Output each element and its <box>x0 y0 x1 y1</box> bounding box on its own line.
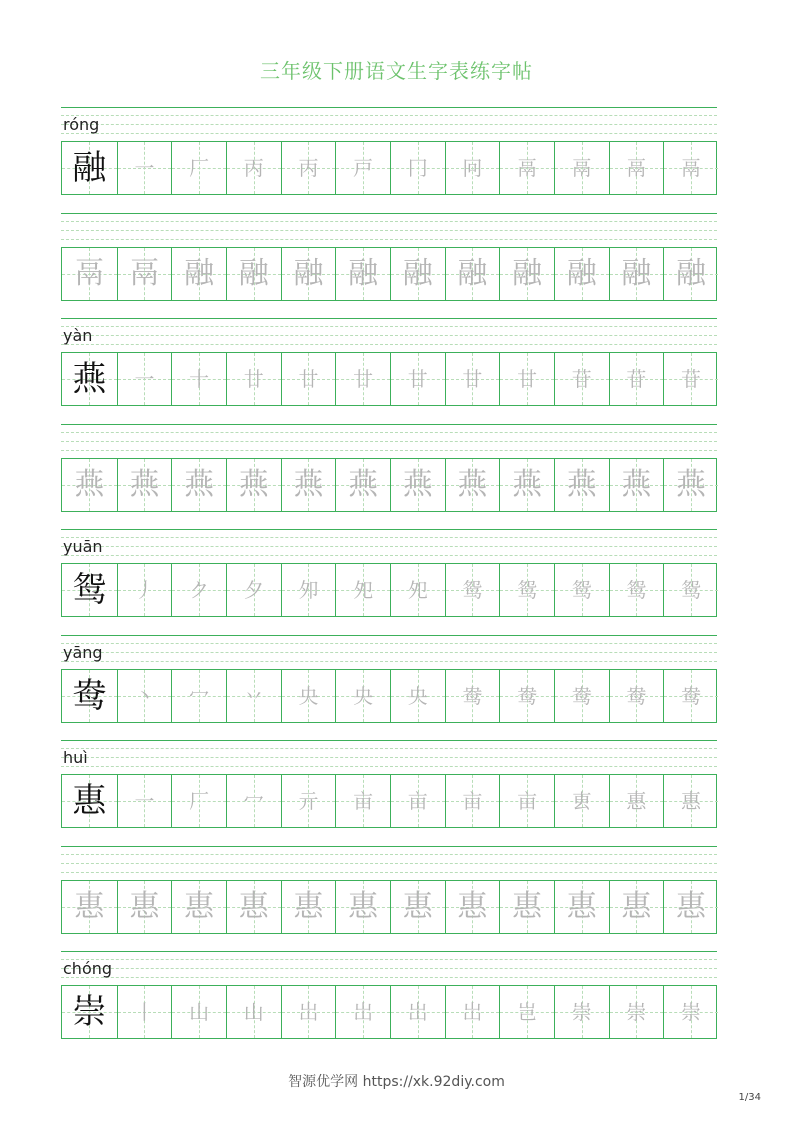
tracing-cell <box>499 986 554 1038</box>
page-number: 1/34 <box>738 1092 761 1103</box>
pinyin-guide-line <box>61 959 717 960</box>
pinyin-guide-line <box>61 432 717 433</box>
trace-character: 鸯 <box>517 683 538 708</box>
trace-character: 亩 <box>353 789 374 813</box>
tracing-cell <box>171 459 226 511</box>
pinyin-guide-line <box>61 740 717 741</box>
trace-character: 冖 <box>243 789 264 813</box>
tracing-cell <box>171 986 226 1038</box>
tracing-cell <box>445 881 500 933</box>
model-character-cell <box>62 353 117 405</box>
pinyin-guide-line <box>61 213 717 214</box>
trace-character: 融 <box>676 255 707 291</box>
pinyin-label: yuān <box>63 537 103 556</box>
tracing-cell <box>335 775 390 827</box>
pinyin-guide-line <box>61 318 717 319</box>
tracing-cell <box>335 142 390 194</box>
trace-character: 鸳 <box>517 578 538 602</box>
tracing-cell <box>171 353 226 405</box>
trace-character: 冂 <box>407 156 428 180</box>
trace-character: 鬲 <box>517 156 538 180</box>
tracing-cell <box>499 248 554 300</box>
pinyin-guide-line <box>61 555 717 556</box>
trace-character: 亓 <box>298 789 319 813</box>
tracing-cell <box>117 142 172 194</box>
trace-character: 夗 <box>353 578 374 602</box>
tracing-cell <box>663 142 718 194</box>
trace-character: 崇 <box>681 1000 702 1024</box>
pinyin-guide-line <box>61 326 717 327</box>
trace-character: 央 <box>407 683 428 708</box>
pinyin-guide-line <box>61 661 717 662</box>
tracing-cell <box>335 881 390 933</box>
trace-character: 燕 <box>184 466 215 502</box>
trace-character: 燕 <box>129 466 160 502</box>
tracing-cell <box>117 881 172 933</box>
pinyin-guide-line <box>61 872 717 873</box>
tracing-cell <box>226 248 281 300</box>
pinyin-guide-line <box>61 643 717 644</box>
model-character: 燕 <box>72 359 107 399</box>
trace-character: 燕 <box>348 466 379 502</box>
tracing-cell <box>499 142 554 194</box>
tracing-cell <box>117 670 172 722</box>
trace-character: 央 <box>353 683 374 708</box>
tracing-cell <box>226 353 281 405</box>
pinyin-label: yāng <box>63 642 103 662</box>
trace-character: 亩 <box>462 789 483 813</box>
tracing-cell <box>445 986 500 1038</box>
pinyin-guide-line <box>61 951 717 952</box>
tracing-cell <box>663 353 718 405</box>
trace-character: 夕 <box>243 578 264 602</box>
pinyin-band <box>61 951 717 985</box>
pinyin-guide-line <box>61 115 717 116</box>
pinyin-band <box>61 846 717 880</box>
pinyin-guide-line <box>61 441 717 442</box>
model-character: 惠 <box>72 781 107 821</box>
tracing-cell <box>62 881 117 933</box>
tracing-cell <box>663 881 718 933</box>
trace-character: 燕 <box>74 466 105 502</box>
pinyin-guide-line <box>61 424 717 425</box>
trace-character: 山 <box>243 1000 264 1024</box>
trace-character: 融 <box>348 255 379 291</box>
trace-character: 十 <box>189 367 210 391</box>
tracing-cell <box>335 564 390 616</box>
tracing-cell <box>226 670 281 722</box>
trace-character: 廿 <box>243 367 264 391</box>
pinyin-band <box>61 424 717 458</box>
trace-character: 惠 <box>402 888 433 924</box>
pinyin-guide-line <box>61 757 717 758</box>
trace-character: 鬲 <box>74 255 105 291</box>
trace-character: 岂 <box>517 1000 538 1024</box>
trace-character: 鸳 <box>462 578 483 602</box>
pinyin-guide-line <box>61 968 717 969</box>
pinyin-label: róng <box>63 115 100 134</box>
trace-character: 融 <box>566 255 597 291</box>
pinyin-guide-line <box>61 846 717 847</box>
trace-character: 一 <box>134 367 155 391</box>
pinyin-guide-line <box>61 635 717 636</box>
trace-character: 一 <box>134 789 155 813</box>
character-grid-row <box>61 880 717 934</box>
tracing-cell <box>281 248 336 300</box>
pinyin-guide-line <box>61 854 717 855</box>
trace-character: 鬲 <box>129 255 160 291</box>
trace-character: 融 <box>512 255 543 291</box>
tracing-cell <box>390 142 445 194</box>
tracing-cell <box>281 775 336 827</box>
trace-character: 丿 <box>134 578 155 602</box>
trace-character: 丨 <box>134 1000 155 1024</box>
trace-character: 惠 <box>621 888 652 924</box>
tracing-cell <box>445 459 500 511</box>
pinyin-guide-line <box>61 748 717 749</box>
character-grid-row <box>61 458 717 512</box>
tracing-cell <box>663 459 718 511</box>
tracing-cell <box>554 986 609 1038</box>
tracing-cell <box>445 142 500 194</box>
tracing-cell <box>445 353 500 405</box>
model-character: 鸳 <box>72 570 107 610</box>
model-character-cell <box>62 670 117 722</box>
character-grid-row <box>61 352 717 406</box>
pinyin-guide-line <box>61 529 717 530</box>
trace-character: 厂 <box>189 789 210 813</box>
pinyin-band <box>61 213 717 247</box>
character-grid-row <box>61 774 717 828</box>
tracing-cell <box>554 142 609 194</box>
trace-character: 鬲 <box>681 156 702 180</box>
tracing-cell <box>390 986 445 1038</box>
model-character-cell <box>62 775 117 827</box>
model-character-cell <box>62 986 117 1038</box>
tracing-cell <box>554 353 609 405</box>
tracing-cell <box>281 670 336 722</box>
tracing-cell <box>335 670 390 722</box>
tracing-cell <box>445 775 500 827</box>
trace-character: 惠 <box>512 888 543 924</box>
tracing-cell <box>390 459 445 511</box>
tracing-cell <box>499 670 554 722</box>
trace-character: 岀 <box>298 1000 319 1024</box>
tracing-cell <box>663 248 718 300</box>
tracing-cell <box>171 248 226 300</box>
trace-character: 山 <box>189 1000 210 1024</box>
trace-character: 厂 <box>189 156 210 180</box>
tracing-cell <box>117 564 172 616</box>
model-character-cell <box>62 564 117 616</box>
model-character: 鸯 <box>72 675 107 716</box>
trace-character: 惠 <box>293 888 324 924</box>
tracing-cell <box>609 353 664 405</box>
trace-character: 惠 <box>566 888 597 924</box>
tracing-cell <box>445 564 500 616</box>
tracing-cell <box>281 459 336 511</box>
tracing-cell <box>663 670 718 722</box>
trace-character: 鸯 <box>626 683 647 708</box>
trace-character: 燕 <box>566 466 597 502</box>
trace-character: 苷 <box>626 367 647 391</box>
trace-character: 崇 <box>626 1000 647 1024</box>
model-character: 崇 <box>72 992 107 1032</box>
tracing-cell <box>499 459 554 511</box>
page-title: 三年级下册语文生字表练字帖 <box>260 59 533 83</box>
character-grid-row <box>61 141 717 195</box>
trace-character: 惠 <box>129 888 160 924</box>
trace-character: 鸯 <box>462 683 483 708</box>
trace-character: 鸳 <box>626 578 647 602</box>
pinyin-guide-line <box>61 766 717 767</box>
tracing-cell <box>226 775 281 827</box>
trace-character: 岀 <box>462 1000 483 1024</box>
tracing-cell <box>554 248 609 300</box>
trace-character: 甘 <box>462 367 483 391</box>
tracing-cell <box>499 564 554 616</box>
tracing-cell <box>390 775 445 827</box>
trace-character: 夗 <box>407 578 428 602</box>
tracing-cell <box>609 881 664 933</box>
tracing-cell <box>390 353 445 405</box>
pinyin-guide-line <box>61 124 717 125</box>
tracing-cell <box>390 564 445 616</box>
trace-character: 鸳 <box>681 578 702 602</box>
trace-character: 燕 <box>512 466 543 502</box>
trace-character: 鬲 <box>571 156 592 180</box>
tracing-cell <box>609 248 664 300</box>
trace-character: 丙 <box>298 156 319 180</box>
character-grid-row <box>61 563 717 617</box>
trace-character: 苷 <box>571 367 592 391</box>
trace-character: 惠 <box>348 888 379 924</box>
tracing-cell <box>554 459 609 511</box>
trace-character: 融 <box>184 255 215 291</box>
pinyin-label: chóng <box>63 959 113 978</box>
tracing-cell <box>226 459 281 511</box>
tracing-cell <box>281 881 336 933</box>
tracing-cell <box>226 986 281 1038</box>
trace-character: 一 <box>134 156 155 180</box>
pinyin-guide-line <box>61 239 717 240</box>
trace-character: 融 <box>621 255 652 291</box>
trace-character: 央 <box>298 683 319 708</box>
pinyin-band <box>61 740 717 774</box>
trace-character: 岀 <box>353 1000 374 1024</box>
tracing-cell <box>171 881 226 933</box>
tracing-cell <box>445 670 500 722</box>
trace-character: 甘 <box>517 367 538 391</box>
model-character: 融 <box>72 148 107 188</box>
tracing-cell <box>499 775 554 827</box>
tracing-cell <box>117 986 172 1038</box>
footer-source: 智源优学网 https://xk.92diy.com <box>288 1074 505 1090</box>
tracing-cell <box>117 248 172 300</box>
tracing-cell <box>445 248 500 300</box>
tracing-cell <box>609 986 664 1038</box>
tracing-cell <box>117 775 172 827</box>
model-character-cell <box>62 142 117 194</box>
trace-character: 廿 <box>353 367 374 391</box>
tracing-cell <box>226 564 281 616</box>
character-grid-row <box>61 985 717 1039</box>
trace-character: 鬲 <box>626 156 647 180</box>
trace-character: 廿 <box>298 367 319 391</box>
tracing-cell <box>554 881 609 933</box>
pinyin-guide-line <box>61 652 717 653</box>
pinyin-guide-line <box>61 335 717 336</box>
pinyin-band <box>61 318 717 352</box>
tracing-cell <box>554 775 609 827</box>
trace-character: 鸯 <box>571 683 592 708</box>
pinyin-label: yàn <box>63 326 93 345</box>
tracing-cell <box>117 353 172 405</box>
tracing-cell <box>226 881 281 933</box>
tracing-cell <box>62 248 117 300</box>
pinyin-guide-line <box>61 344 717 345</box>
trace-character: 冖 <box>189 683 210 708</box>
tracing-cell <box>554 564 609 616</box>
tracing-cell <box>554 670 609 722</box>
pinyin-guide-line <box>61 977 717 978</box>
trace-character: 鸳 <box>571 578 592 602</box>
pinyin-guide-line <box>61 107 717 108</box>
tracing-cell <box>281 142 336 194</box>
trace-character: 燕 <box>457 466 488 502</box>
trace-character: 燕 <box>238 466 269 502</box>
pinyin-band <box>61 107 717 141</box>
tracing-cell <box>335 459 390 511</box>
pinyin-label: huì <box>63 748 88 767</box>
trace-character: 惠 <box>626 789 647 813</box>
trace-character: 冋 <box>462 156 483 180</box>
trace-character: 融 <box>293 255 324 291</box>
trace-character: 惠 <box>457 888 488 924</box>
character-grid-row <box>61 247 717 301</box>
trace-character: 惠 <box>74 888 105 924</box>
trace-character: 夘 <box>298 578 319 602</box>
trace-character: 融 <box>402 255 433 291</box>
tracing-cell <box>335 353 390 405</box>
tracing-cell <box>609 564 664 616</box>
trace-character: 惠 <box>681 789 702 813</box>
trace-character: 惠 <box>676 888 707 924</box>
tracing-cell <box>609 775 664 827</box>
tracing-cell <box>390 670 445 722</box>
trace-character: 甘 <box>407 367 428 391</box>
tracing-cell <box>335 248 390 300</box>
pinyin-guide-line <box>61 546 717 547</box>
tracing-cell <box>609 459 664 511</box>
tracing-cell <box>281 564 336 616</box>
trace-character: 融 <box>457 255 488 291</box>
tracing-cell <box>390 881 445 933</box>
trace-character: 丷 <box>243 683 264 708</box>
trace-character: 亩 <box>517 789 538 813</box>
pinyin-guide-line <box>61 221 717 222</box>
trace-character: 丶 <box>134 683 155 708</box>
tracing-cell <box>281 353 336 405</box>
trace-character: 叀 <box>571 789 592 813</box>
tracing-cell <box>663 986 718 1038</box>
pinyin-guide-line <box>61 230 717 231</box>
tracing-cell <box>171 142 226 194</box>
trace-character: 燕 <box>621 466 652 502</box>
tracing-cell <box>117 459 172 511</box>
trace-character: 苷 <box>681 367 702 391</box>
trace-character: ク <box>189 578 210 602</box>
tracing-cell <box>499 353 554 405</box>
tracing-cell <box>663 564 718 616</box>
tracing-cell <box>171 670 226 722</box>
trace-character: 燕 <box>676 466 707 502</box>
tracing-cell <box>390 248 445 300</box>
trace-character: 燕 <box>402 466 433 502</box>
pinyin-band <box>61 635 717 669</box>
trace-character: 惠 <box>238 888 269 924</box>
trace-character: 戸 <box>353 156 374 180</box>
tracing-cell <box>171 564 226 616</box>
trace-character: 融 <box>238 255 269 291</box>
tracing-cell <box>609 142 664 194</box>
pinyin-band <box>61 529 717 563</box>
trace-character: 鸯 <box>681 683 702 708</box>
trace-character: 丙 <box>243 156 264 180</box>
trace-character: 崇 <box>571 1000 592 1024</box>
pinyin-guide-line <box>61 863 717 864</box>
trace-character: 岀 <box>407 1000 428 1024</box>
tracing-cell <box>335 986 390 1038</box>
tracing-cell <box>499 881 554 933</box>
tracing-cell <box>609 670 664 722</box>
tracing-cell <box>171 775 226 827</box>
trace-character: 亩 <box>407 789 428 813</box>
tracing-cell <box>281 986 336 1038</box>
trace-character: 燕 <box>293 466 324 502</box>
pinyin-guide-line <box>61 537 717 538</box>
tracing-cell <box>226 142 281 194</box>
pinyin-guide-line <box>61 133 717 134</box>
character-grid-row <box>61 669 717 723</box>
tracing-cell <box>663 775 718 827</box>
trace-character: 惠 <box>184 888 215 924</box>
tracing-cell <box>62 459 117 511</box>
pinyin-guide-line <box>61 450 717 451</box>
